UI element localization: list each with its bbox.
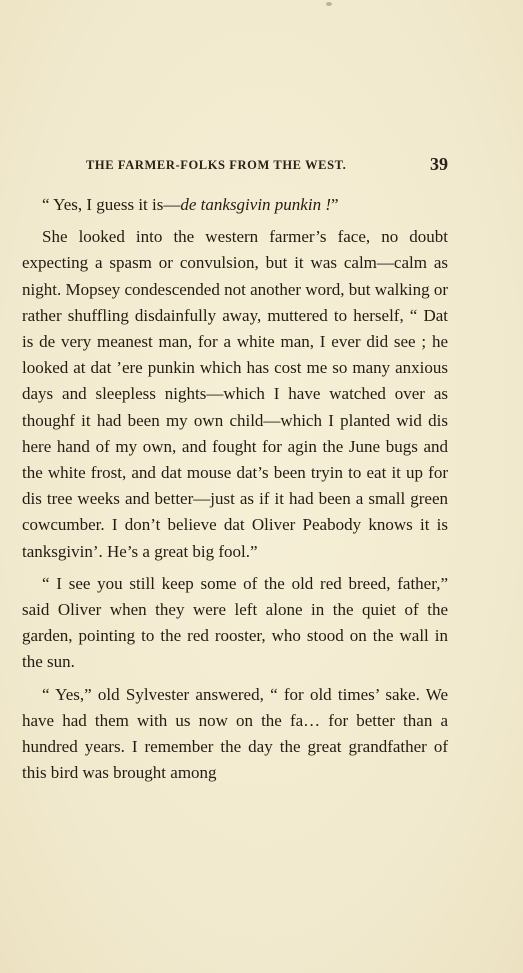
paragraph-3: “ I see you still keep some of the old red breed, father,” said Oliver when they were left alone in the quiet of the garden, pointing to the red rooster, who stood on the wall in the sun. bbox=[22, 573, 448, 672]
paragraph-2: She looked into the western farmer’s face, no doubt expecting a spasm or convulsion, but it was calm—calm as night. Mopsey condescended not another word, but walking or rather shuffling disdainfully away, muttered to herself, “ Dat is de very meanest man, for a white man, I ever did see ; he looked at dat ’ere punkin which has cost me so many anxious days and sleepless nights—which I have watched over as thoughf it had been my own child—which I planted wid dis here hand of my own, and fought for agin the June bugs and the white frost, and dat mouse dat’s been tryin to eat it up for dis tree weeks and better—just as if it had been a small green cowcumber. I don’t believe dat Oliver Peabody knows it is tanksgivin’. He’s a great big fool.” bbox=[22, 227, 448, 561]
first-line-italic: de tanksgivin punkin ! bbox=[180, 195, 331, 214]
ink-speck bbox=[326, 2, 332, 6]
first-line-suffix: ” bbox=[330, 195, 339, 214]
first-line-prefix: “ Yes, I guess it is— bbox=[42, 195, 181, 214]
paragraph-1 bbox=[22, 192, 448, 218]
paragraph-4: “ Yes,” old Sylvester answered, “ for old times’ sake. We have had them with us now on the fa… for better than a hundred years. I remember the day the great grandfather of this bird was brought among bbox=[22, 684, 448, 783]
page-header bbox=[86, 154, 448, 176]
page-number: 39 bbox=[430, 154, 448, 174]
running-title: THE FARMER-FOLKS FROM THE WEST. bbox=[86, 158, 347, 172]
body-text bbox=[22, 192, 448, 786]
